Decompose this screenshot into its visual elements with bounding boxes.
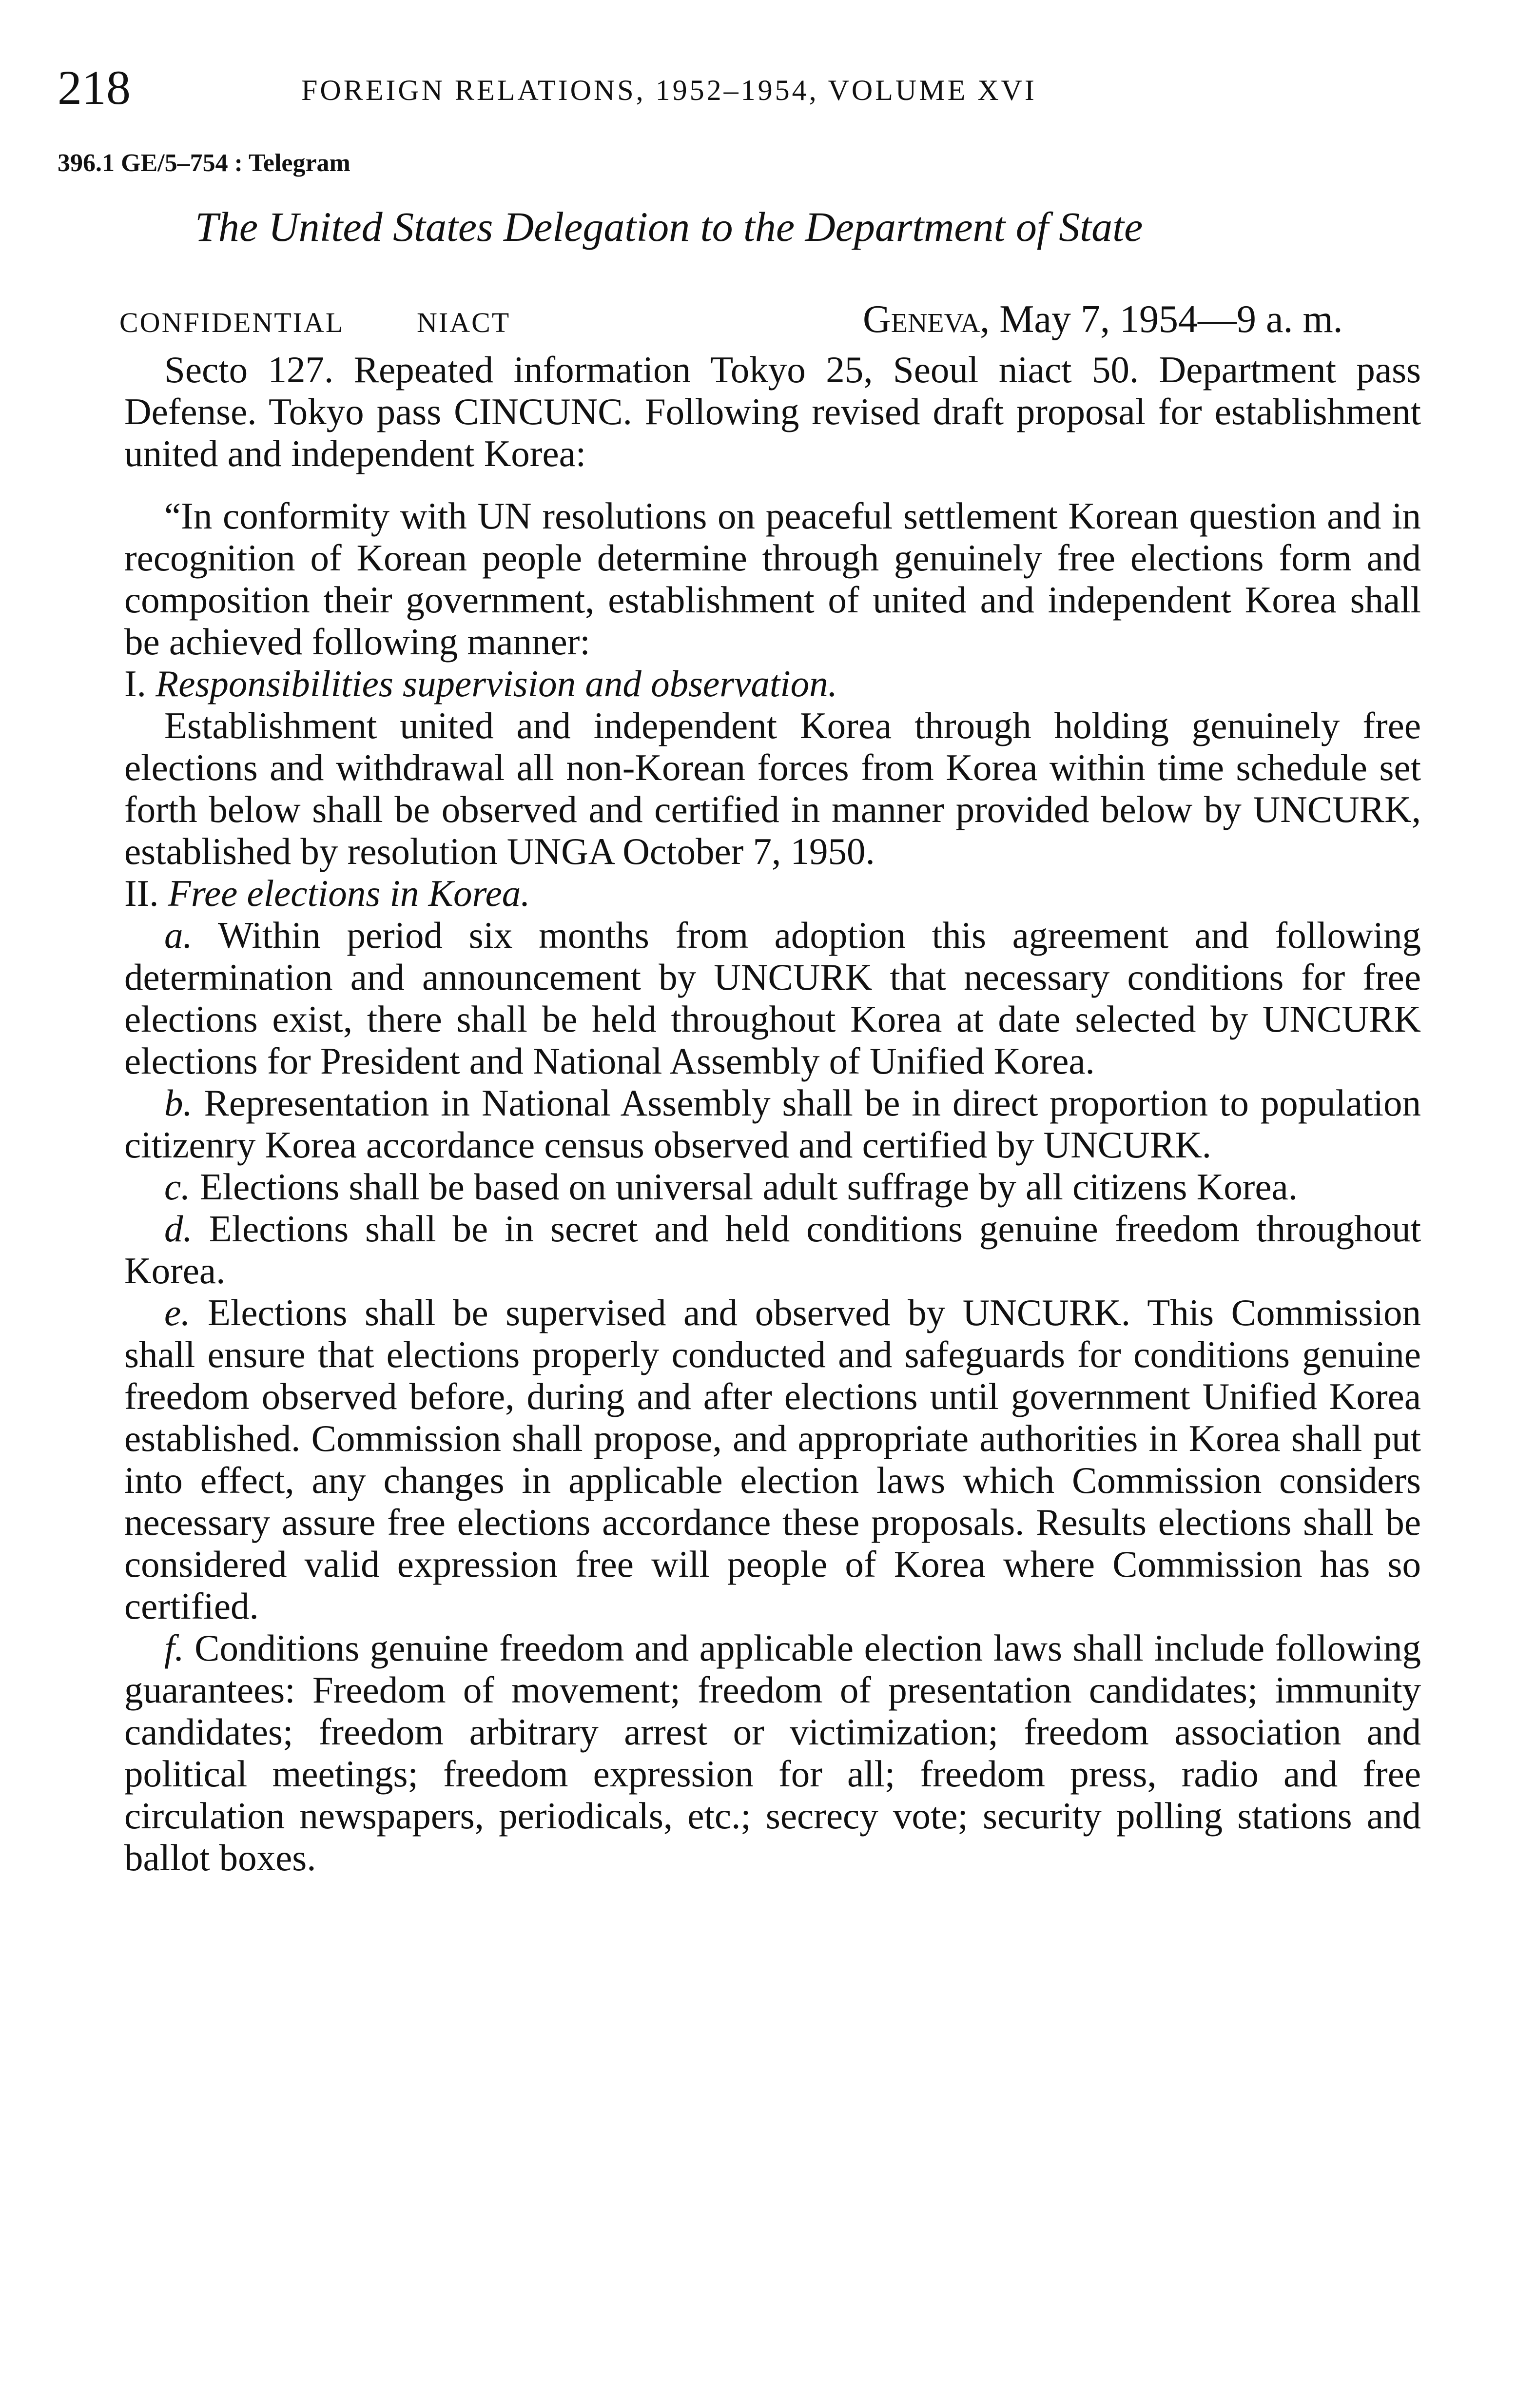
priority-label: NIACT [417,307,511,338]
item-letter: f. [164,1627,184,1669]
section-2-numeral: II. [124,872,159,914]
intro-paragraph: Secto 127. Repeated information Tokyo 25, Seoul niact 50. Department pass Defense. Tokyo pass CINCUNC. Following revised draft proposal for establishment united and independent Korea: [124,349,1421,474]
telegram-body [124,349,1421,1879]
section-2-item-c [124,1166,1421,1208]
section-2-heading [124,872,1421,914]
item-letter: b. [164,1082,193,1124]
item-text: Elections shall be in secret and held conditions genuine freedom throughout Korea. [124,1208,1421,1292]
telegram-metadata [119,297,1420,346]
section-2-title: Free elections in Korea. [168,872,530,914]
section-2-item-b [124,1082,1421,1166]
item-text: Conditions genuine freedom and applicable election laws shall include following guarantees: Freedom of movement; freedom of presentation candidates; immunity candidates; freedom arbitrary arrest or victimization; freedom association and political meetings; freedom expression for all; freedom press, radio and free circulation newspapers, periodicals, etc.; secrecy vote; security polling stations and ballot boxes. [124,1627,1421,1879]
running-title: FOREIGN RELATIONS, 1952–1954, VOLUME XVI [301,74,1037,106]
item-letter: c. [164,1166,191,1208]
document-title: The United States Delegation to the Department of State [195,203,1143,250]
classification-label: CONFIDENTIAL [119,307,345,338]
item-letter: a. [164,914,193,956]
section-1-title: Responsibilities supervision and observation. [156,663,837,705]
section-2-item-a [124,914,1421,1082]
item-letter: d. [164,1208,193,1250]
item-letter: e. [164,1292,191,1333]
section-1-numeral: I. [124,663,146,705]
dateline-place: Geneva, [863,298,990,341]
section-1-heading [124,663,1421,705]
section-2-item-e [124,1292,1421,1627]
section-2-item-d [124,1208,1421,1292]
section-1-text: Establishment united and independent Korea through holding genuinely free elections and withdrawal all non-Korean forces from Korea within time schedule set forth below shall be observed and certified in manner provided below by UNCURK, established by resolution UNGA October 7, 1950. [124,705,1421,872]
section-2-item-f [124,1627,1421,1879]
item-text: Elections shall be supervised and observed by UNCURK. This Commission shall ensure that elections properly conducted and safeguards for conditions genuine freedom observed before, during and after elections until government Unified Korea established. Commission shall propose, and appropriate authorities in Korea shall put into effect, any changes in applicable election laws which Commission considers necessary assure free elections accordance these proposals. Results elections shall be considered valid expression free will people of Korea where Commission has so certified. [124,1292,1421,1627]
file-reference: 396.1 GE/5–754 : Telegram [58,149,350,177]
section-2-items [124,914,1421,1879]
page-header [58,61,1481,115]
dateline [863,297,1343,342]
page-number: 218 [58,60,131,115]
item-text: Within period six months from adoption this agreement and following determination and announcement by UNCURK that necessary conditions for free elections exist, there shall be held throughout Korea at date selected by UNCURK elections for President and National Assembly of Unified Korea. [124,914,1421,1082]
quote-opening-paragraph: “In conformity with UN resolutions on peaceful settlement Korean question and in recognition of Korean people determine through genuinely free elections form and composition their government, establishment of united and independent Korea shall be achieved following manner: [124,495,1421,663]
dateline-date: May 7, 1954—9 a. m. [990,298,1343,341]
item-text: Elections shall be based on universal adult suffrage by all citizens Korea. [199,1166,1298,1208]
item-text: Representation in National Assembly shall be in direct proportion to population citizenry Korea accordance census observed and certified by UNCURK. [124,1082,1421,1166]
